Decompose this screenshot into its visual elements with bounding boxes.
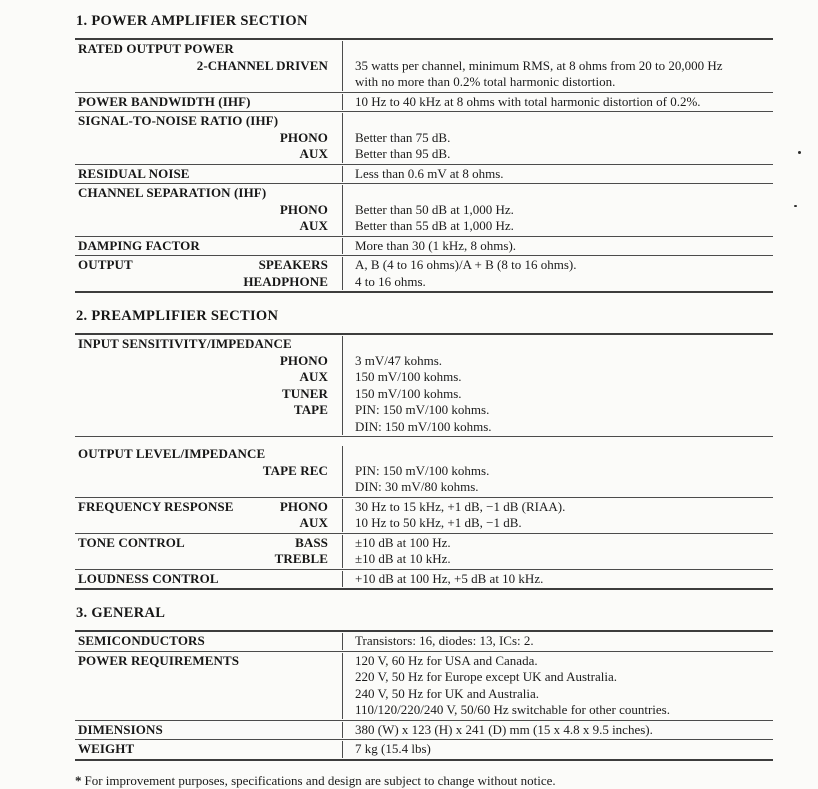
spec-line	[75, 702, 773, 719]
section-2	[75, 308, 773, 590]
footnote	[75, 773, 785, 789]
spec-sublabel: AUX	[299, 146, 328, 161]
spec-label-cell	[75, 94, 343, 111]
spec-row	[75, 721, 773, 741]
section-title: 3. GENERAL	[76, 605, 166, 621]
spec-line	[75, 41, 773, 58]
spec-row	[75, 740, 773, 759]
spec-label: OUTPUT LEVEL/IMPEDANCE	[78, 446, 266, 461]
spec-value: 4 to 16 ohms.	[355, 273, 426, 289]
spec-line	[75, 669, 773, 686]
spec-table	[75, 630, 773, 761]
spec-value: 30 Hz to 15 kHz, +1 dB, −1 dB (RIAA).	[355, 498, 566, 514]
spec-line	[75, 113, 773, 130]
spec-label-cell	[75, 551, 343, 568]
spec-value	[343, 41, 773, 58]
spec-value: 3 mV/47 kohms.	[355, 352, 443, 368]
spec-value: Better than 95 dB.	[355, 146, 451, 161]
spec-line	[75, 202, 773, 219]
spec-label-cell	[75, 686, 343, 703]
spec-label-cell	[75, 386, 343, 403]
spec-sublabel: PHONO	[279, 201, 328, 217]
spec-line	[75, 386, 773, 403]
spec-label-cell	[75, 146, 343, 163]
spec-label-cell	[75, 166, 343, 183]
spec-label: POWER REQUIREMENTS	[78, 652, 240, 668]
spec-line	[75, 257, 773, 274]
section-title: 1. POWER AMPLIFIER SECTION	[76, 13, 308, 29]
spec-row	[75, 93, 773, 113]
spec-line	[75, 686, 773, 703]
spec-line	[75, 218, 773, 235]
spec-value: 110/120/220/240 V, 50/60 Hz switchable for other countries.	[355, 702, 670, 717]
spec-value: 10 Hz to 50 kHz, +1 dB, −1 dB.	[355, 515, 522, 530]
spec-line	[75, 369, 773, 386]
spec-label: RATED OUTPUT POWER	[78, 41, 234, 56]
spec-label: SEMICONDUCTORS	[78, 633, 205, 648]
spec-value: PIN: 150 mV/100 kohms.	[355, 462, 490, 478]
spec-value: 7 kg (15.4 lbs)	[355, 741, 431, 756]
spec-label: OUTPUT	[78, 257, 133, 272]
spec-label: WEIGHT	[78, 741, 135, 756]
spec-value: Better than 55 dB at 1,000 Hz.	[355, 218, 514, 233]
spec-line	[75, 741, 773, 758]
spec-label-cell	[75, 463, 343, 480]
spec-row	[75, 534, 773, 570]
footnote-asterisk: *	[75, 772, 82, 788]
spec-line	[75, 402, 773, 419]
spec-label-cell	[75, 499, 343, 516]
spec-line	[75, 535, 773, 552]
spec-value: 220 V, 50 Hz for Europe except UK and Australia.	[355, 669, 617, 684]
spec-row	[75, 40, 773, 93]
spec-sublabel: TREBLE	[274, 551, 328, 566]
spec-label-cell	[75, 633, 343, 650]
spec-label: DAMPING FACTOR	[78, 237, 200, 253]
spec-line	[75, 479, 773, 496]
spec-sublabel: PHONO	[279, 129, 328, 145]
spec-line	[75, 499, 773, 516]
spec-line	[75, 571, 773, 588]
spec-line	[75, 130, 773, 147]
spec-label-cell	[75, 722, 343, 739]
spec-table	[75, 333, 773, 590]
spec-line	[75, 166, 773, 183]
spec-label-cell	[75, 535, 343, 552]
spec-label-cell	[75, 653, 343, 670]
spec-label: TONE CONTROL	[78, 534, 185, 550]
spec-value: 120 V, 60 Hz for USA and Canada.	[355, 652, 538, 668]
spec-label-cell	[75, 702, 343, 719]
spec-value: 35 watts per channel, minimum RMS, at 8 ohms from 20 to 20,000 Hz	[355, 57, 723, 73]
spec-label-cell	[75, 58, 343, 75]
spec-value: +10 dB at 100 Hz, +5 dB at 10 kHz.	[355, 570, 544, 586]
spec-label: FREQUENCY RESPONSE	[78, 498, 234, 514]
spec-line	[75, 722, 773, 739]
spec-row	[75, 237, 773, 257]
spec-label-cell	[75, 41, 343, 58]
spec-line	[75, 446, 773, 463]
spec-label: LOUDNESS CONTROL	[78, 570, 219, 586]
spec-label-cell	[75, 238, 343, 255]
scan-artifact-dot	[798, 151, 801, 154]
spec-label: INPUT SENSITIVITY/IMPEDANCE	[78, 336, 292, 351]
spec-line	[75, 463, 773, 480]
spec-label-cell	[75, 571, 343, 588]
spec-row	[75, 498, 773, 534]
spec-sections	[75, 13, 818, 761]
spec-line	[75, 185, 773, 202]
spec-value: Better than 75 dB.	[355, 129, 451, 145]
spec-line	[75, 94, 773, 111]
spec-label-cell	[75, 419, 343, 436]
footnote-text: For improvement purposes, specifications and design are subject to change without notice.	[84, 772, 556, 788]
spec-label-cell	[75, 274, 343, 291]
spec-label-cell	[75, 402, 343, 419]
spec-sublabel: PHONO	[279, 352, 328, 368]
spec-value: 10 Hz to 40 kHz at 8 ohms with total harmonic distortion of 0.2%.	[355, 93, 701, 109]
spec-table	[75, 38, 773, 293]
spec-value: A, B (4 to 16 ohms)/A + B (8 to 16 ohms).	[355, 257, 577, 272]
scan-artifact-dot	[794, 205, 797, 207]
spec-label-cell	[75, 218, 343, 235]
spec-label-cell	[75, 446, 343, 463]
spec-line	[75, 146, 773, 163]
spec-label-cell	[75, 741, 343, 758]
spec-value	[343, 446, 773, 463]
spec-value	[343, 336, 773, 353]
spec-value: PIN: 150 mV/100 kohms.	[355, 402, 490, 417]
spec-row	[75, 256, 773, 291]
spec-label: RESIDUAL NOISE	[78, 165, 190, 181]
section-1	[75, 13, 773, 293]
spec-row	[75, 652, 773, 721]
spec-sublabel: AUX	[299, 218, 328, 233]
spec-sublabel: 2-CHANNEL DRIVEN	[196, 57, 328, 73]
spec-line	[75, 633, 773, 650]
spec-label-cell	[75, 202, 343, 219]
spec-label-cell	[75, 479, 343, 496]
spec-value: 380 (W) x 123 (H) x 241 (D) mm (15 x 4.8 x 9.5 inches).	[355, 721, 653, 737]
spec-value: Less than 0.6 mV at 8 ohms.	[355, 165, 504, 181]
spec-label-cell	[75, 257, 343, 274]
spec-line	[75, 515, 773, 532]
section-3	[75, 605, 773, 761]
spec-line	[75, 353, 773, 370]
spec-row	[75, 112, 773, 165]
spec-value: with no more than 0.2% total harmonic distortion.	[355, 74, 616, 89]
spec-value	[343, 113, 773, 130]
spec-sublabel: SPEAKERS	[258, 257, 328, 272]
spec-label-cell	[75, 336, 343, 353]
section-title: 2. PREAMPLIFIER SECTION	[76, 308, 279, 324]
spec-row	[75, 165, 773, 185]
spec-line	[75, 274, 773, 291]
spec-row	[75, 570, 773, 589]
spec-line	[75, 419, 773, 436]
spec-label-cell	[75, 74, 343, 91]
spec-line	[75, 551, 773, 568]
spec-label-cell	[75, 369, 343, 386]
spec-sublabel: BASS	[295, 534, 328, 550]
spec-value: DIN: 30 mV/80 kohms.	[355, 479, 479, 494]
spec-line	[75, 238, 773, 255]
spec-value: ±10 dB at 100 Hz.	[355, 534, 451, 550]
spec-label: DIMENSIONS	[78, 721, 163, 737]
spec-line	[75, 58, 773, 75]
spec-value	[343, 185, 773, 202]
spec-label: CHANNEL SEPARATION (IHF)	[78, 185, 267, 200]
spec-value: 240 V, 50 Hz for UK and Australia.	[355, 685, 540, 701]
spec-value: 150 mV/100 kohms.	[355, 369, 462, 384]
spec-sublabel: HEADPHONE	[243, 273, 328, 289]
spec-label-cell	[75, 113, 343, 130]
spec-value: More than 30 (1 kHz, 8 ohms).	[355, 237, 517, 253]
spec-sublabel: PHONO	[279, 498, 328, 514]
spec-label-cell	[75, 185, 343, 202]
spec-value: Transistors: 16, diodes: 13, ICs: 2.	[355, 633, 534, 648]
spec-sublabel: TUNER	[281, 385, 328, 401]
spec-value: ±10 dB at 10 kHz.	[355, 551, 451, 566]
spec-value: 150 mV/100 kohms.	[355, 385, 462, 401]
spec-label-cell	[75, 353, 343, 370]
spec-sublabel: TAPE REC	[262, 462, 328, 478]
spec-line	[75, 653, 773, 670]
spec-row	[75, 184, 773, 237]
spec-row	[75, 437, 773, 498]
spec-label: SIGNAL-TO-NOISE RATIO (IHF)	[78, 113, 279, 128]
spec-row	[75, 632, 773, 652]
spec-value: Better than 50 dB at 1,000 Hz.	[355, 201, 514, 217]
spec-label-cell	[75, 515, 343, 532]
spec-label-cell	[75, 130, 343, 147]
spec-sublabel: TAPE	[293, 402, 328, 417]
spec-sublabel: AUX	[299, 515, 328, 530]
spec-label-cell	[75, 669, 343, 686]
spec-row	[75, 335, 773, 437]
spec-value: DIN: 150 mV/100 kohms.	[355, 418, 492, 434]
spec-line	[75, 74, 773, 91]
spec-sublabel: AUX	[299, 369, 328, 384]
spec-label: POWER BANDWIDTH (IHF)	[78, 93, 251, 109]
spec-line	[75, 336, 773, 353]
